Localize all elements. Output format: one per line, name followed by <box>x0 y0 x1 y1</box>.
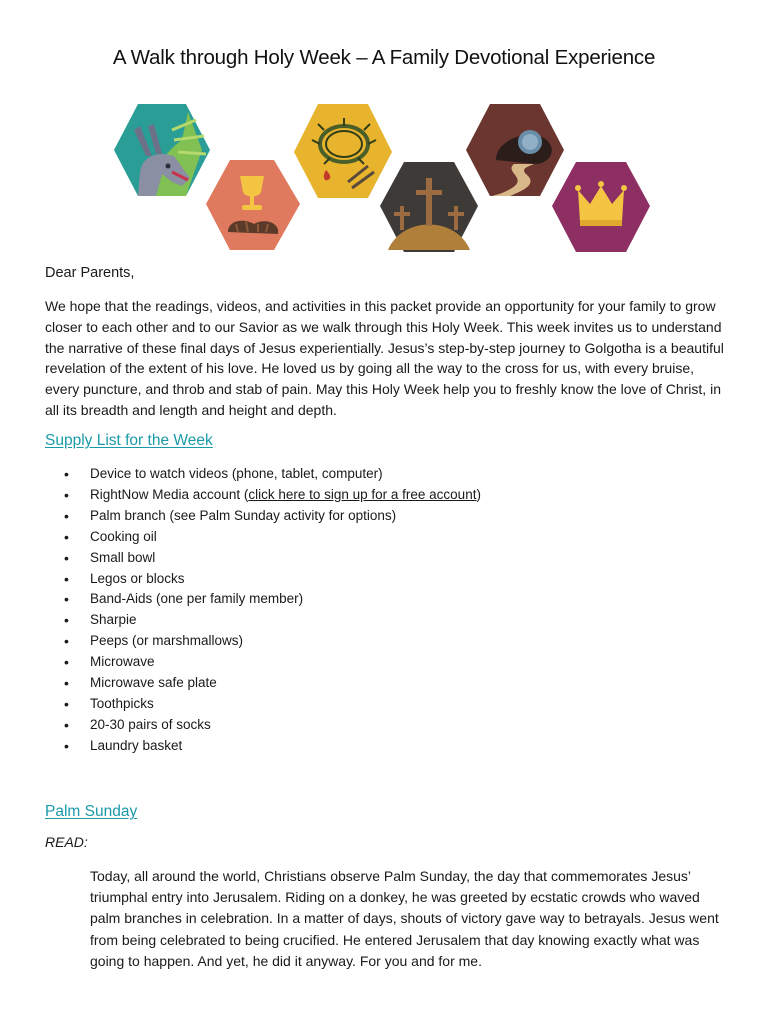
donkey-palm-icon <box>114 104 210 196</box>
list-item: • Band-Aids (one per family member) <box>64 589 481 610</box>
page-title: A Walk through Holy Week – A Family Devotional Experience <box>112 46 656 69</box>
holy-week-banner <box>112 100 660 256</box>
intro-paragraph: We hope that the readings, videos, and activities in this packet provide an opportunity for your family to grow closer to each other and to our Savior as we walk through this Holy Week. This week invites us to understand the narrative of these final days of Jesus experientially. Jesus’s step-by-step journey to Golgotha is a beautiful revelation of the extent of his love. He loved us by going all the way to the cross for us, with every bruise, every puncture, and throb and stab of pain. May this Holy Week help you to freshly know the love of Christ, in all its breadth and length and height and depth. <box>45 298 724 418</box>
list-item: • Legos or blocks <box>64 569 481 590</box>
three-crosses-icon <box>380 162 478 252</box>
palm-sunday-heading[interactable]: Palm Sunday <box>45 803 138 820</box>
list-item: • Toothpicks <box>64 694 481 715</box>
greeting: Dear Parents, <box>45 265 135 281</box>
list-item: • Microwave <box>64 652 481 673</box>
palm-sunday-reading: Today, all around the world, Christians observe Palm Sunday, the day that commemorates Jesus’ triumphal entry into Jerusalem. Riding on a donkey, he was greeted by ecstatic crowds who waved palm branches in celebration. In a matter of days, shouts of victory gave way to betrayals. Jesus went from being celebrated to being crucified. He entered Jerusalem that day knowing exactly what was going to happen. And yet, he did it anyway. For you and for me. <box>90 868 719 969</box>
crown-of-thorns-icon <box>294 104 392 198</box>
supply-list <box>64 464 481 757</box>
cup-bread-icon <box>206 160 300 250</box>
list-item <box>64 485 481 506</box>
list-item: • 20-30 pairs of socks <box>64 715 481 736</box>
list-item: • Peeps (or marshmallows) <box>64 631 481 652</box>
crown-icon <box>552 162 650 252</box>
list-item-text: RightNow Media account ( <box>90 486 249 502</box>
signup-link[interactable]: click here to sign up for a free account <box>248 486 477 502</box>
empty-tomb-icon <box>466 104 564 196</box>
supply-list-heading[interactable]: Supply List for the Week <box>45 432 213 449</box>
read-label: READ: <box>45 834 88 850</box>
list-item: • Sharpie <box>64 610 481 631</box>
list-item: • Palm branch (see Palm Sunday activity for options) <box>64 506 481 527</box>
list-item: • Device to watch videos (phone, tablet, computer) <box>64 464 481 485</box>
list-item: • Laundry basket <box>64 736 481 757</box>
list-item: • Cooking oil <box>64 527 481 548</box>
list-item: • Microwave safe plate <box>64 673 481 694</box>
list-item: • Small bowl <box>64 548 481 569</box>
list-item-suffix: ) <box>476 486 481 502</box>
